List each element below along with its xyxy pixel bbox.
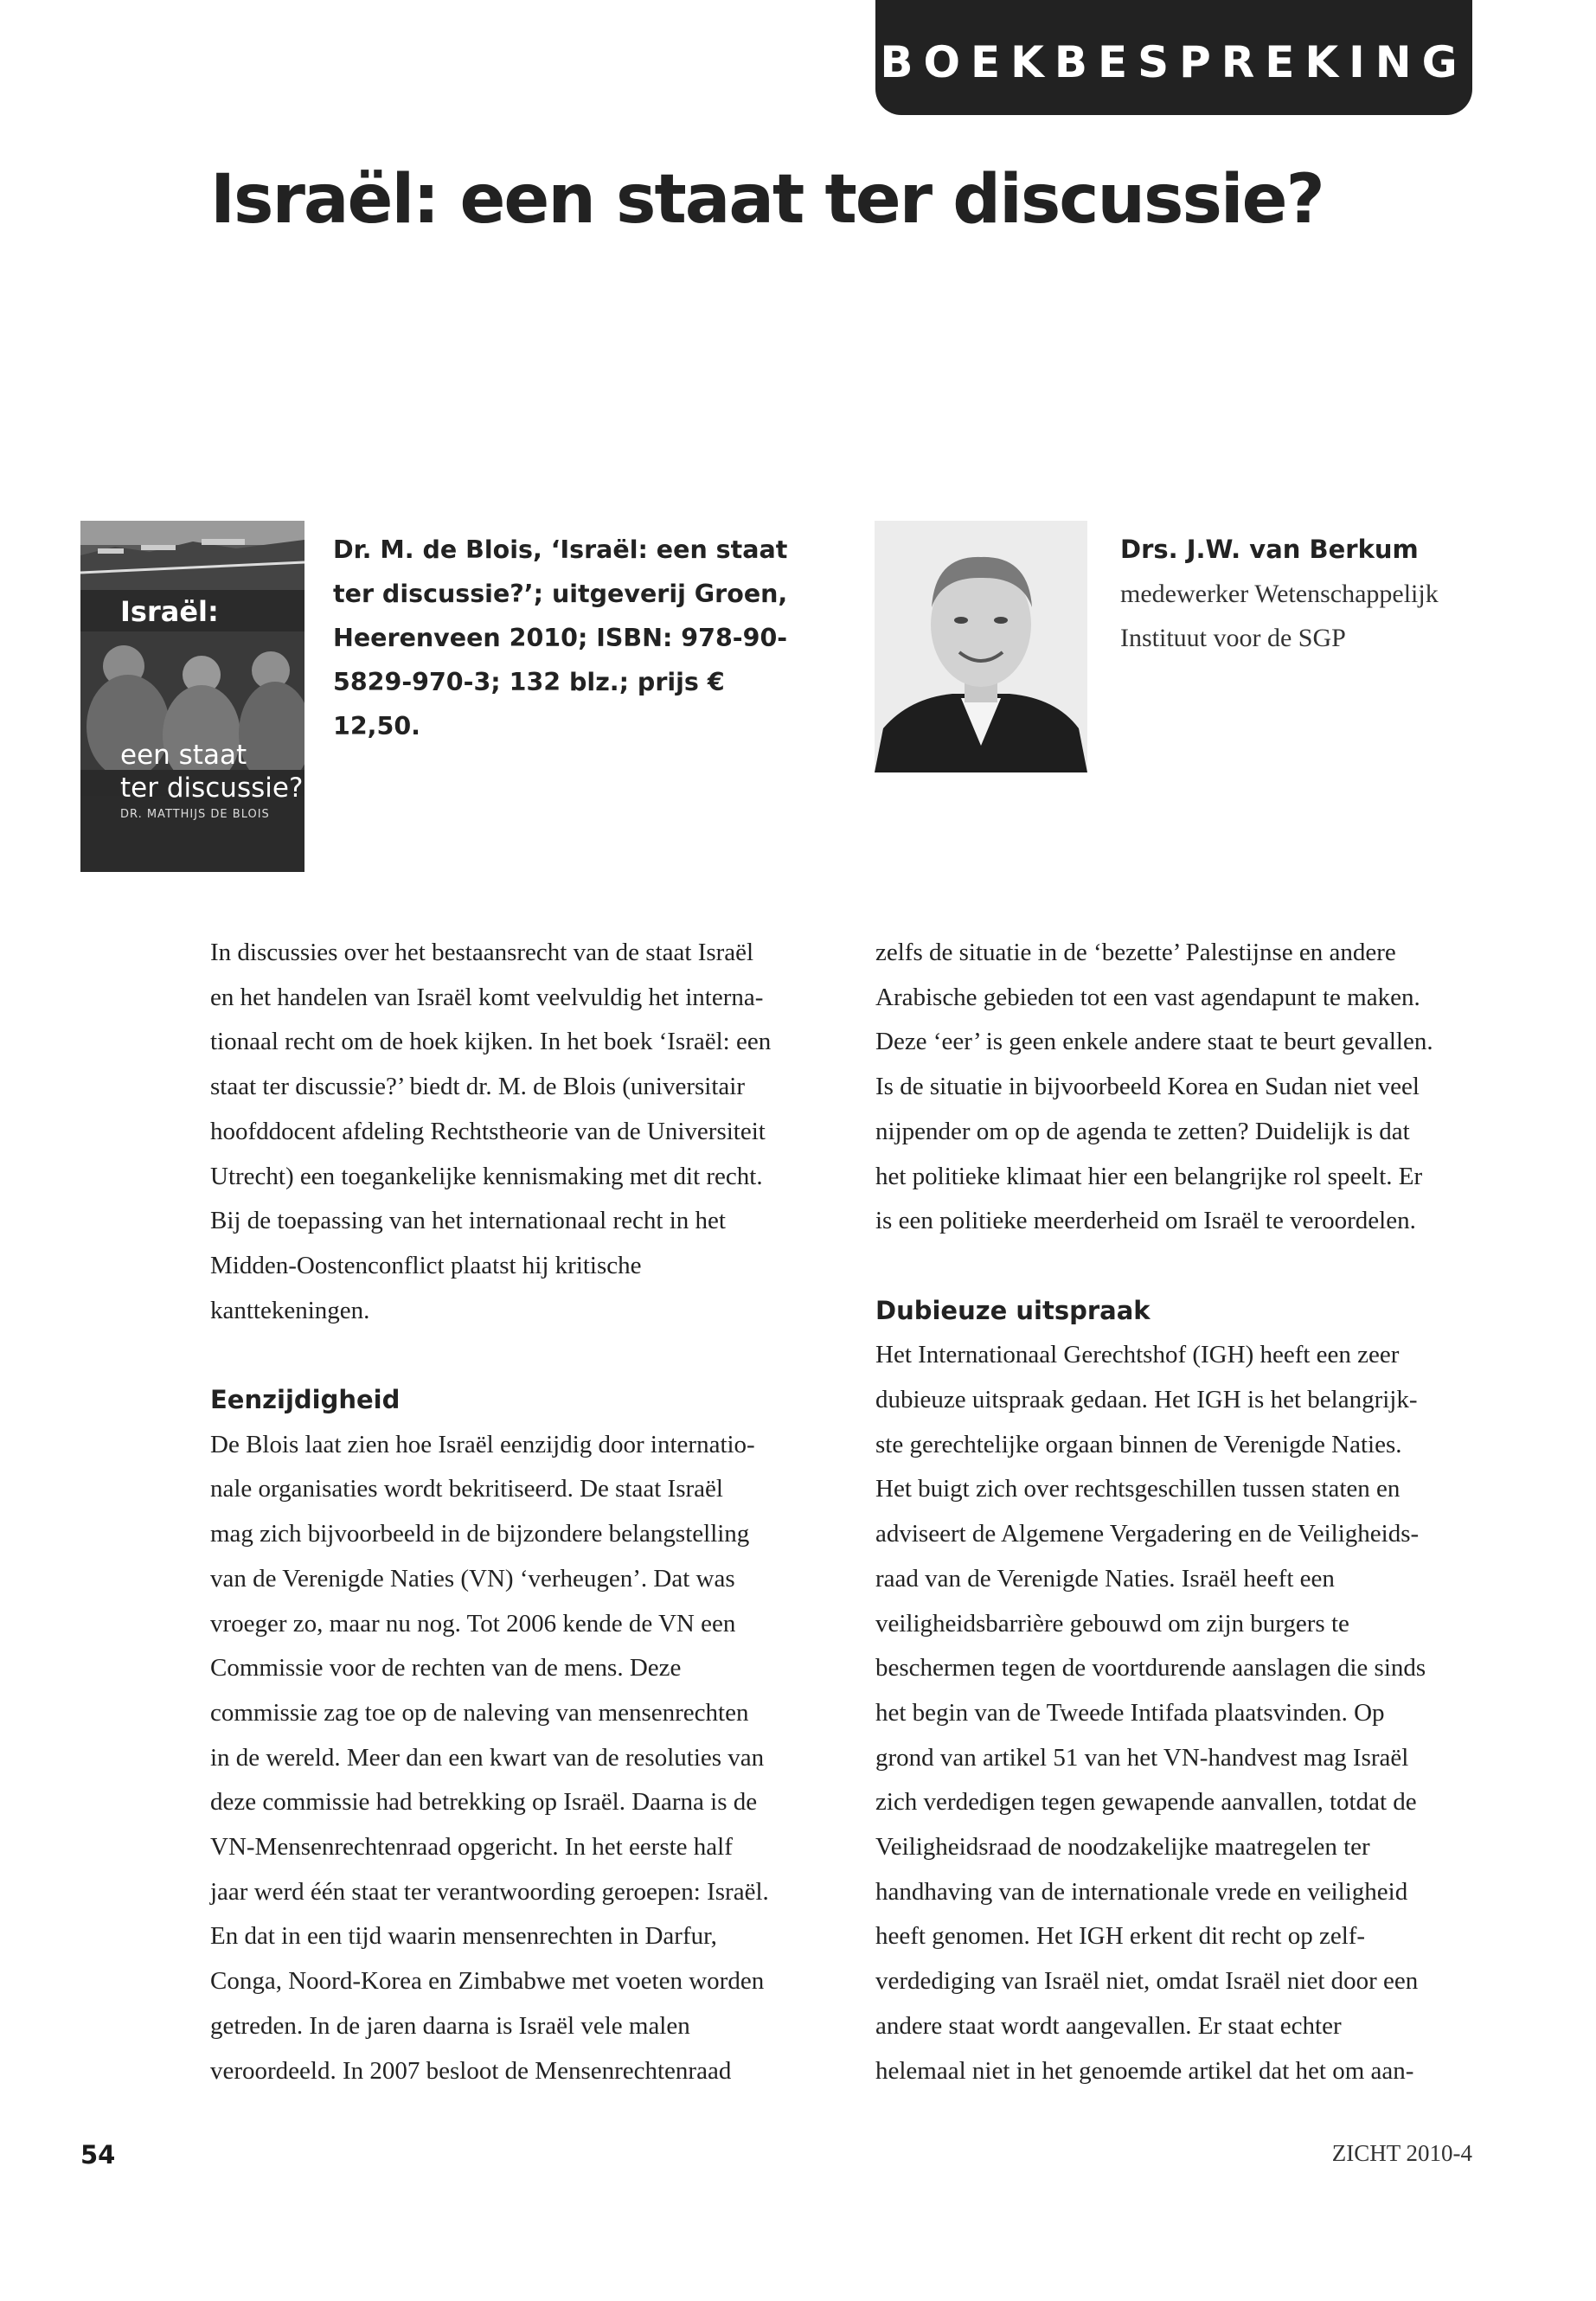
journal-issue: ZICHT 2010-4 (1331, 2140, 1472, 2166)
text-line: andere staat wordt aangevallen. Er staat echter (875, 2011, 1342, 2040)
text-line: tionaal recht om de hoek kijken. In het boek ‘Israël: een (210, 1028, 772, 1056)
text-line: deze commissie had betrekking op Israël. Daarna is de (210, 1788, 758, 1817)
book-info-line: ter discussie?’; uitgeverij Groen, (333, 580, 788, 608)
text-line: veiligheidsbarrière gebouwd om zijn burgers te (875, 1609, 1349, 1638)
reviewer-portrait (875, 521, 1087, 772)
text-line: De Blois laat zien hoe Israël eenzijdig door internatio- (210, 1430, 755, 1458)
text-line: Bij de toepassing van het internationaal recht in het (210, 1207, 726, 1235)
text-line: Commissie voor de rechten van de mens. Deze (210, 1654, 682, 1682)
paragraph-intro (875, 931, 1481, 1244)
text-line: Arabische gebieden tot een vast agendapunt te maken. (875, 983, 1420, 1011)
text-line: Het buigt zich over rechtsgeschillen tussen staten en (875, 1475, 1401, 1503)
text-line: adviseert de Algemene Vergadering en de Veiligheids- (875, 1520, 1420, 1548)
text-line: dubieuze uitspraak gedaan. Het IGH is het belangrijk- (875, 1386, 1418, 1414)
text-line: in de wereld. Meer dan een kwart van de resoluties van (210, 1743, 765, 1772)
section-label: BOEKBESPREKING (880, 36, 1468, 87)
section-heading: Eenzijdigheid (210, 1385, 401, 1415)
text-line: zich verdedigen tegen gewapende aanvallen, totdat de (875, 1788, 1417, 1817)
reviewer-role: medewerker Wetenschappelijk (1120, 580, 1439, 608)
cover-subtitle-line: ter discussie? (120, 772, 304, 804)
text-line: zelfs de situatie in de ‘bezette’ Palestijnse en andere (875, 939, 1396, 966)
text-line: Is de situatie in bijvoorbeeld Korea en Sudan niet veel (875, 1073, 1420, 1101)
text-line: veroordeeld. In 2007 besloot de Mensenrechtenraad (210, 2056, 732, 2085)
book-info (333, 528, 817, 748)
text-line: handhaving van de internationale vrede en veiligheid (875, 1877, 1408, 1906)
text-line: VN-Mensenrechtenraad opgericht. In het eerste half (210, 1833, 733, 1862)
book-info-line: Dr. M. de Blois, ‘Israël: een staat (333, 535, 788, 564)
cover-author: DR. MATTHIJS DE BLOIS (120, 808, 270, 821)
page-number: 54 (80, 2140, 116, 2170)
section-heading: Dubieuze uitspraak (875, 1295, 1151, 1325)
text-line: heeft genomen. Het IGH erkent dit recht op zelf- (875, 1922, 1366, 1951)
text-line: ste gerechtelijke orgaan binnen de Verenigde Naties. (875, 1430, 1402, 1458)
cover-landscape-photo (80, 521, 304, 590)
text-line: Veiligheidsraad de noodzakelijke maatregelen ter (875, 1833, 1370, 1862)
text-line: Conga, Noord-Korea en Zimbabwe met voeten worden (210, 1967, 765, 1996)
text-line: Deze ‘eer’ is geen enkele andere staat te beurt gevallen. (875, 1028, 1433, 1056)
book-info-line: Heerenveen 2010; ISBN: 978-90- (333, 624, 788, 652)
text-line: het begin van de Tweede Intifada plaatsvinden. Op (875, 1698, 1385, 1727)
text-line: getreden. In de jaren daarna is Israël vele malen (210, 2011, 690, 2040)
article-column-right (875, 931, 1481, 2093)
text-line: het politieke klimaat hier een belangrijke rol speelt. Er (875, 1162, 1423, 1190)
text-line: Utrecht) een toegankelijke kennismaking met dit recht. (210, 1162, 763, 1190)
text-line: verdediging van Israël niet, omdat Israël niet door een (875, 1967, 1419, 1996)
paragraph-body (210, 1423, 816, 2094)
text-line: en het handelen van Israël komt veelvuldig het interna- (210, 983, 764, 1011)
text-line: kanttekeningen. (210, 1296, 370, 1324)
cover-title: Israël: (120, 595, 219, 628)
text-line: beschermen tegen de voortdurende aanslagen die sinds (875, 1654, 1426, 1682)
reviewer-info (1120, 528, 1527, 660)
text-line: mag zich bijvoorbeeld in de bijzondere belangstelling (210, 1520, 750, 1548)
text-line: hoofddocent afdeling Rechtstheorie van de Universiteit (210, 1117, 766, 1145)
text-line: En dat in een tijd waarin mensenrechten in Darfur, (210, 1922, 717, 1951)
cover-subtitle (120, 739, 303, 804)
text-line: van de Verenigde Naties (VN) ‘verheugen’. Dat was (210, 1564, 735, 1593)
paragraph-intro (210, 931, 816, 1333)
section-banner (875, 0, 1472, 115)
reviewer-name: Drs. J.W. van Berkum (1120, 535, 1419, 564)
text-line: In discussies over het bestaansrecht van de staat Israël (210, 939, 754, 966)
text-line: helemaal niet in het genoemde artikel dat het om aan- (875, 2056, 1414, 2085)
text-line: is een politieke meerderheid om Israël te veroordelen. (875, 1207, 1416, 1235)
article-column-left (210, 931, 816, 2093)
text-line: Midden-Oostenconflict plaatst hij kritische (210, 1251, 642, 1279)
text-line: vroeger zo, maar nu nog. Tot 2006 kende de VN een (210, 1609, 736, 1638)
text-line: staat ter discussie?’ biedt dr. M. de Blois (universitair (210, 1073, 745, 1101)
text-line: nale organisaties wordt bekritiseerd. De staat Israël (210, 1475, 723, 1503)
reviewer-role: Instituut voor de SGP (1120, 624, 1346, 652)
text-line: nijpender om op de agenda te zetten? Duidelijk is dat (875, 1117, 1410, 1145)
cover-subtitle-line: een staat (120, 740, 247, 771)
paragraph-body (875, 1333, 1481, 2093)
text-line: commissie zag toe op de naleving van mensenrechten (210, 1698, 749, 1727)
text-line: jaar werd één staat ter verantwoording geroepen: Israël. (210, 1877, 769, 1906)
text-line: grond van artikel 51 van het VN-handvest mag Israël (875, 1743, 1409, 1772)
text-line: raad van de Verenigde Naties. Israël heeft een (875, 1564, 1335, 1593)
text-line: Het Internationaal Gerechtshof (IGH) heeft een zeer (875, 1341, 1400, 1369)
article-title: Israël: een staat ter discussie? (210, 161, 1324, 239)
book-info-line: 5829-970-3; 132 blz.; prijs € 12,50. (333, 668, 725, 740)
book-cover (80, 521, 304, 872)
